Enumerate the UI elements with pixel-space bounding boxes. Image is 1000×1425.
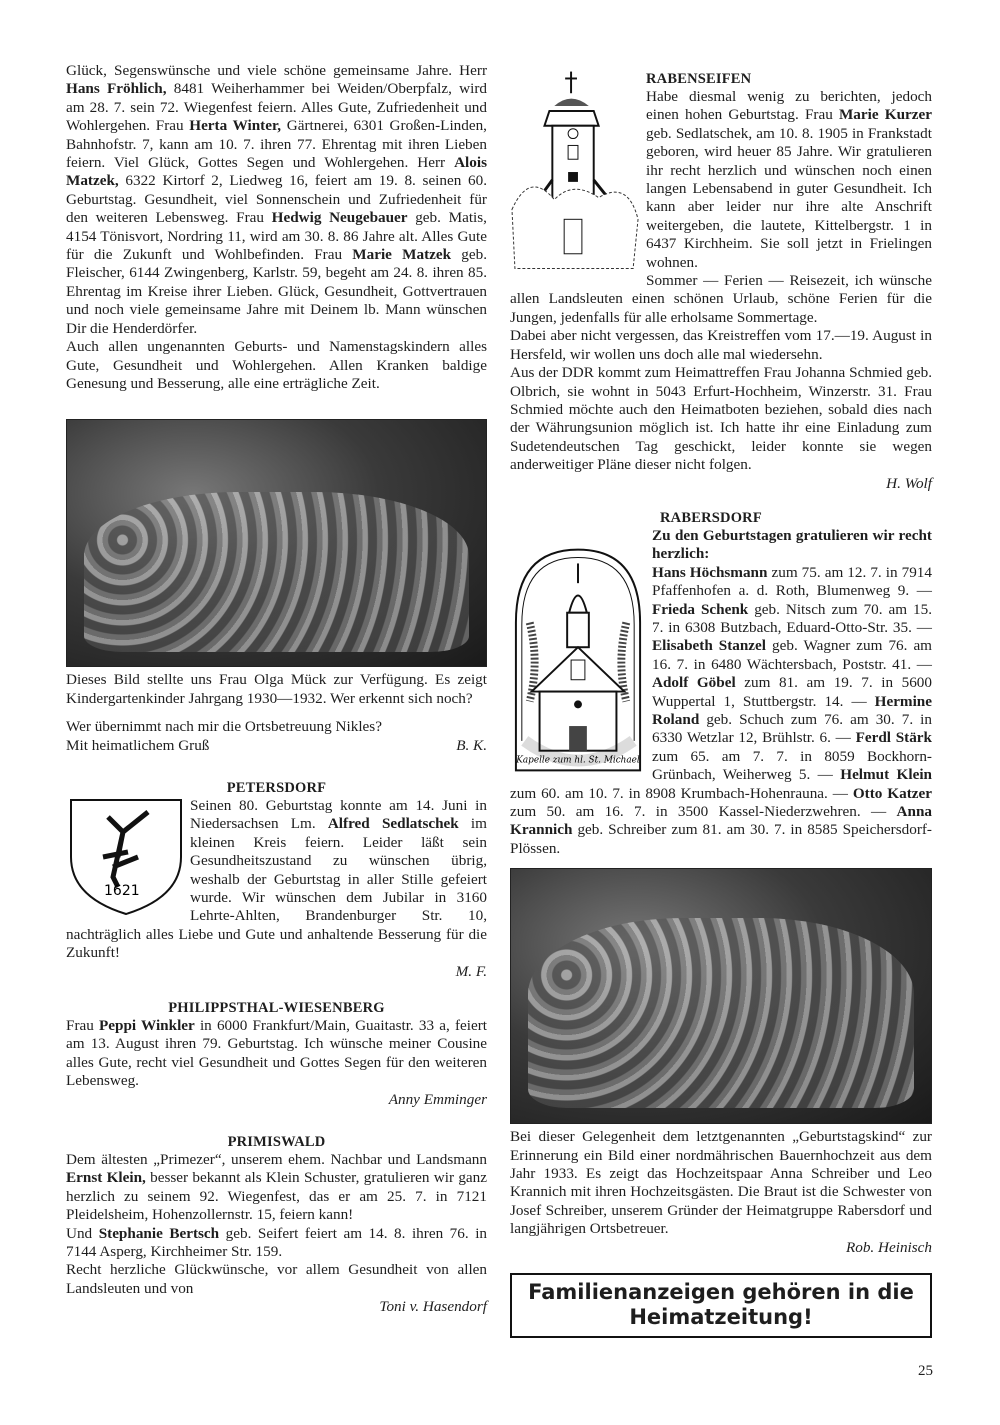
rabersdorf-chapel-emblem-icon <box>510 543 646 781</box>
primiswald-paragraph <box>66 1151 487 1225</box>
closing-line: Wer übernimmt nach mir die Ortsbetreuung Nikles? <box>66 718 382 736</box>
philippsthal-paragraph <box>66 1017 487 1091</box>
person-name: Otto Katzer <box>852 784 932 802</box>
wedding-photo-caption <box>510 1128 932 1257</box>
text-segment: Gärtnerei, 6301 Großen-Linden, Bahnhofstr. 7, kann am 10. 7. ihren 77. Ehrentag mit ihren Lieben feiern. Viel Glück, Gottes Segen und Wohlergehen. Herr <box>66 117 487 172</box>
signature: Anny Emminger <box>388 1090 487 1108</box>
rabenseifen-paragraph: Dabei aber nicht vergessen, das Kreistreffen vom 17.—19. August in Hersfeld, wir wollen uns doch alle mal wiedersehn. <box>510 327 932 363</box>
primiswald-paragraph: Recht herzliche Glückwünsche, vor allem Gesundheit von allen Landsleuten und von <box>66 1261 487 1297</box>
rabenseifen-section <box>510 70 932 493</box>
greetings-paragraph <box>66 62 487 338</box>
text-segment: geb. Sedlatschek, am 10. 8. 1905 in Frankstadt geboren, wird heuer 85 Jahre. Wir gratulieren ihr recht herzlich und wünschen noch einen langen Lebensabend in guter Gesundheit. Ich kann aber leider nur ihre alte Anschrift weitergeben, die lautete, Kittelbergstr. 1 in 6437 Kirchheim. Sie soll jetzt in Frielingen wohnen. <box>646 124 932 271</box>
section-heading-philippsthal: PHILIPPSTHAL-WIESENBERG <box>168 1000 385 1016</box>
kindergarten-photo-caption: Dieses Bild stellte uns Frau Olga Mück zur Verfügung. Es zeigt Kindergartenkinder Jahrgang 1930—1932. Wer erkennt sich noch? <box>66 671 487 707</box>
closing-line <box>66 737 487 755</box>
person-name: Helmut Klein <box>840 766 932 784</box>
person-name: Anna Krannich <box>510 803 932 839</box>
closing-greeting: Mit heimatlichem Gruß <box>66 736 210 754</box>
text-segment: zum 60. am 10. 7. in 8908 Krumbach-Hohenrauna. — <box>510 784 853 802</box>
page-number: 25 <box>918 1363 933 1379</box>
text-segment: zum 65. am 7. 7. in 8059 Bockhorn-Grünbach, Weiherweg 5. — <box>652 747 932 784</box>
text-segment: geb. Matis, 4154 Tönisvort, Nordring 11, wird am 30. 8. 86 Jahre alt. Alles Gute für die Zukunft und Wohlbefinden. Frau <box>66 209 487 264</box>
rabersdorf-section <box>510 509 932 858</box>
person-name: Peppi Winkler <box>99 1017 195 1034</box>
signature: B. K. <box>456 736 487 754</box>
signature: Toni v. Hasendorf <box>379 1298 487 1316</box>
section-heading-rabenseifen: RABENSEIFEN <box>646 71 752 87</box>
kindergarten-photo <box>66 419 487 667</box>
person-name: Hans Höchsmann <box>652 563 768 581</box>
person-name: Frieda Schenk <box>652 600 749 618</box>
text-segment: zum 75. am 12. 7. in 7914 Pfaffenhofen a. d. Roth, Blumenweg 9. — <box>652 563 932 600</box>
person-name: Alfred Sedlatschek <box>327 815 459 833</box>
petersdorf-shield-icon <box>68 797 184 917</box>
rabenseifen-paragraph: Sommer — Ferien — Reisezeit, ich wünsche allen Landsleuten einen schönen Urlaub, schöne Ferien für die Jungen, jedenfalls für alle erholsame Sommertage. <box>510 272 932 326</box>
petersdorf-text-line: Liebe und Gute und anhaltende Besserung für die Zukunft! <box>66 925 487 962</box>
text-segment: zum 81. am 19. 7. in 5600 Wuppertal 1, Stuttbergstr. 14. — <box>652 674 932 710</box>
person-name: Marie Matzek <box>352 246 452 264</box>
person-name: Alois Matzek, <box>66 154 487 190</box>
rabersdorf-subheading: Zu den Geburtstagen gratulieren wir recht herzlich: <box>652 526 932 563</box>
primiswald-paragraph <box>66 1225 487 1262</box>
person-name: Marie Kurzer <box>838 106 932 124</box>
text-segment: geb. Seifert feiert am 14. 8. ihren 76. in 7144 Asperg, Kirchheimer Str. 159. <box>66 1224 488 1261</box>
text-segment: im kleinen Kreis feiern. Leider läßt sein Gesundheitszustand zu wünschen übrig, weshalb der Geburtstag in aller Stille gefeiert wurde. Wir wünschen dem Jubilar in 3160 Lehrte-Ahlten, Brandenburger Str. 10, nachträglich alles <box>66 815 487 943</box>
text-segment: Frau <box>66 1017 100 1034</box>
text-segment: Seinen 80. Geburtstag konnte am 14. Juni in Niedersachsen Lm. <box>190 796 487 833</box>
person-name: Hedwig Neugebauer <box>271 209 408 227</box>
caption-text: Bei dieser Gelegenheit dem letztgenannten „Geburtstagskind“ zur Erinnerung ein Bild einer nordmährischen Bauernhochzeit aus dem Jahr 1933. Es zeigt das Hochzeitspaar Anna Schreiber und Leo Krannich mit ihren Hochzeitsgästen. Die Braut ist die Schwester von Josef Schreiber, unserem Gründer der Heimatgruppe Rabersdorf und langjährigen Ortsbetreuer. <box>510 1128 932 1238</box>
person-name: Adolf Göbel <box>652 674 736 692</box>
text-segment: Glück, Segenswünsche und viele schöne gemeinsame Jahre. Herr <box>66 62 487 79</box>
rabenseifen-paragraph: Aus der DDR kommt zum Heimattreffen Frau Johanna Schmied geb. Olbrich, sie wohnt in 5043 Erfurt-Hochheim, Winzerstr. 31. Frau Schmied möchte auch den Heimatboten beziehen, sobald dies nach der Währungsunion möglich ist. Ich hatte ihr eine Einladung zum Sudetendeutschen Tag geschickt, leider konnte sie wegen anderweitiger Pläne dieser nicht folgen. <box>510 364 932 474</box>
person-name: Herta Winter, <box>189 117 282 135</box>
section-heading-rabersdorf: RABERSDORF <box>660 509 762 526</box>
text-segment: geb. Fleischer, 6144 Zwingenberg, Karlstr. 59, begeht am 24. 8. ihren 85. Ehrentag im Kreise ihrer Lieben. Glück, Gesundheit, Gottvertrauen und noch viele gemeinsame Jahre mit Deinem lb. Mann wünschen Dir die Henderdörfer. <box>66 246 488 337</box>
rabenseifen-church-icon <box>510 70 640 278</box>
family-ads-banner: Familienanzeigen gehören in die Heimatzeitung! <box>510 1273 932 1338</box>
shield-year: 1621 <box>104 882 140 899</box>
text-segment: geb. Schreiber zum 81. am 30. 7. in 8585 Speichersdorf-Plössen. <box>510 821 932 857</box>
person-name: Stephanie Bertsch <box>98 1224 220 1242</box>
text-segment: in 6000 Frankfurt/Main, Guaitastr. 33 a, feiert am 13. August ihren 79. Geburtstag. Ich wünsche meiner Cousine alles Gute, recht viel Gesundheit und Gottes Segen für den weiteren Lebensweg. <box>66 1017 487 1090</box>
text-segment: geb. Wagner zum 76. am 16. 7. in 6480 Wächtersbach, Poststr. 41. — <box>652 637 932 673</box>
text-segment: zum 50. am 16. 7. in 3500 Kassel-Niederzwehren. — <box>510 803 897 821</box>
text-segment: 6. — <box>819 729 856 747</box>
text-segment: 6322 Kirtorf 2, Liedweg 16, feiert am 19. 8. seinen 60. Geburtstag. Gesundheit, viel Sonnenschein und Zufriedenheit für den weiteren Lebensweg. Frau <box>66 172 487 227</box>
section-heading-petersdorf: PETERSDORF <box>226 779 327 796</box>
text-segment: Dem ältesten „Primezer“, unserem ehem. Nachbar und Landsmann <box>66 1151 487 1169</box>
person-name: Hans Fröhlich, <box>66 80 167 98</box>
person-name: Hermine Roland <box>652 692 932 728</box>
signature: Rob. Heinisch <box>845 1238 932 1256</box>
rabersdorf-birthdays-start <box>652 564 932 747</box>
person-name: Ferdl Stärk <box>855 729 932 747</box>
text-segment: geb. Nitsch zum 70. am 15. 7. in 6308 Butzbach, Eduard-Otto-Str. 35. — <box>652 600 932 636</box>
emblem-text: Kapelle zum hl. St. Michael <box>516 755 640 766</box>
person-name: Elisabeth Stanzel <box>652 637 767 655</box>
primiswald-text <box>66 1151 487 1317</box>
closing-note <box>66 718 487 755</box>
text-segment: geb. Schuch zum 76. am 30. 7. in 6330 Wetzlar 12, Brühlstr. <box>652 711 932 747</box>
petersdorf-section <box>66 797 487 981</box>
text-segment: besser bekannt als Klein Schuster, gratulieren wir ganz herzlich zu seinem 92. Wiegenfest, das er am 25. 7. in 7121 Pleidelsheim, Hohenzollernstr. 15, feiern kann! <box>66 1169 488 1224</box>
text-segment: Habe diesmal wenig zu berichten, jedoch einen hohen Geburtstag. Frau <box>646 88 932 124</box>
henderdorf-greetings <box>66 62 487 393</box>
person-name: Ernst Klein, <box>66 1169 146 1187</box>
signature: H. Wolf <box>886 474 932 492</box>
philippsthal-text <box>66 1017 487 1109</box>
wedding-photo <box>510 868 932 1124</box>
text-segment: 8481 Weiherhammer bei Weiden/Oberpfalz, wird am 28. 7. sein 72. Wiegenfest feiern. Alles Gute, Zufriedenheit und Wohlergehen. Frau <box>66 80 488 135</box>
signature: M. F. <box>455 962 487 980</box>
section-heading-primiswald: PRIMISWALD <box>227 1134 326 1151</box>
left-column <box>66 62 487 1317</box>
text-segment: Und <box>66 1224 99 1242</box>
right-column <box>510 62 932 1338</box>
greetings-paragraph-2: Auch allen ungenannten Geburts- und Namenstagskindern alles Gute, Gesundheit und Wohlergehen. Allen Kranken baldige Genesung und Besserung, alle eine erträgliche Zeit. <box>66 338 487 392</box>
